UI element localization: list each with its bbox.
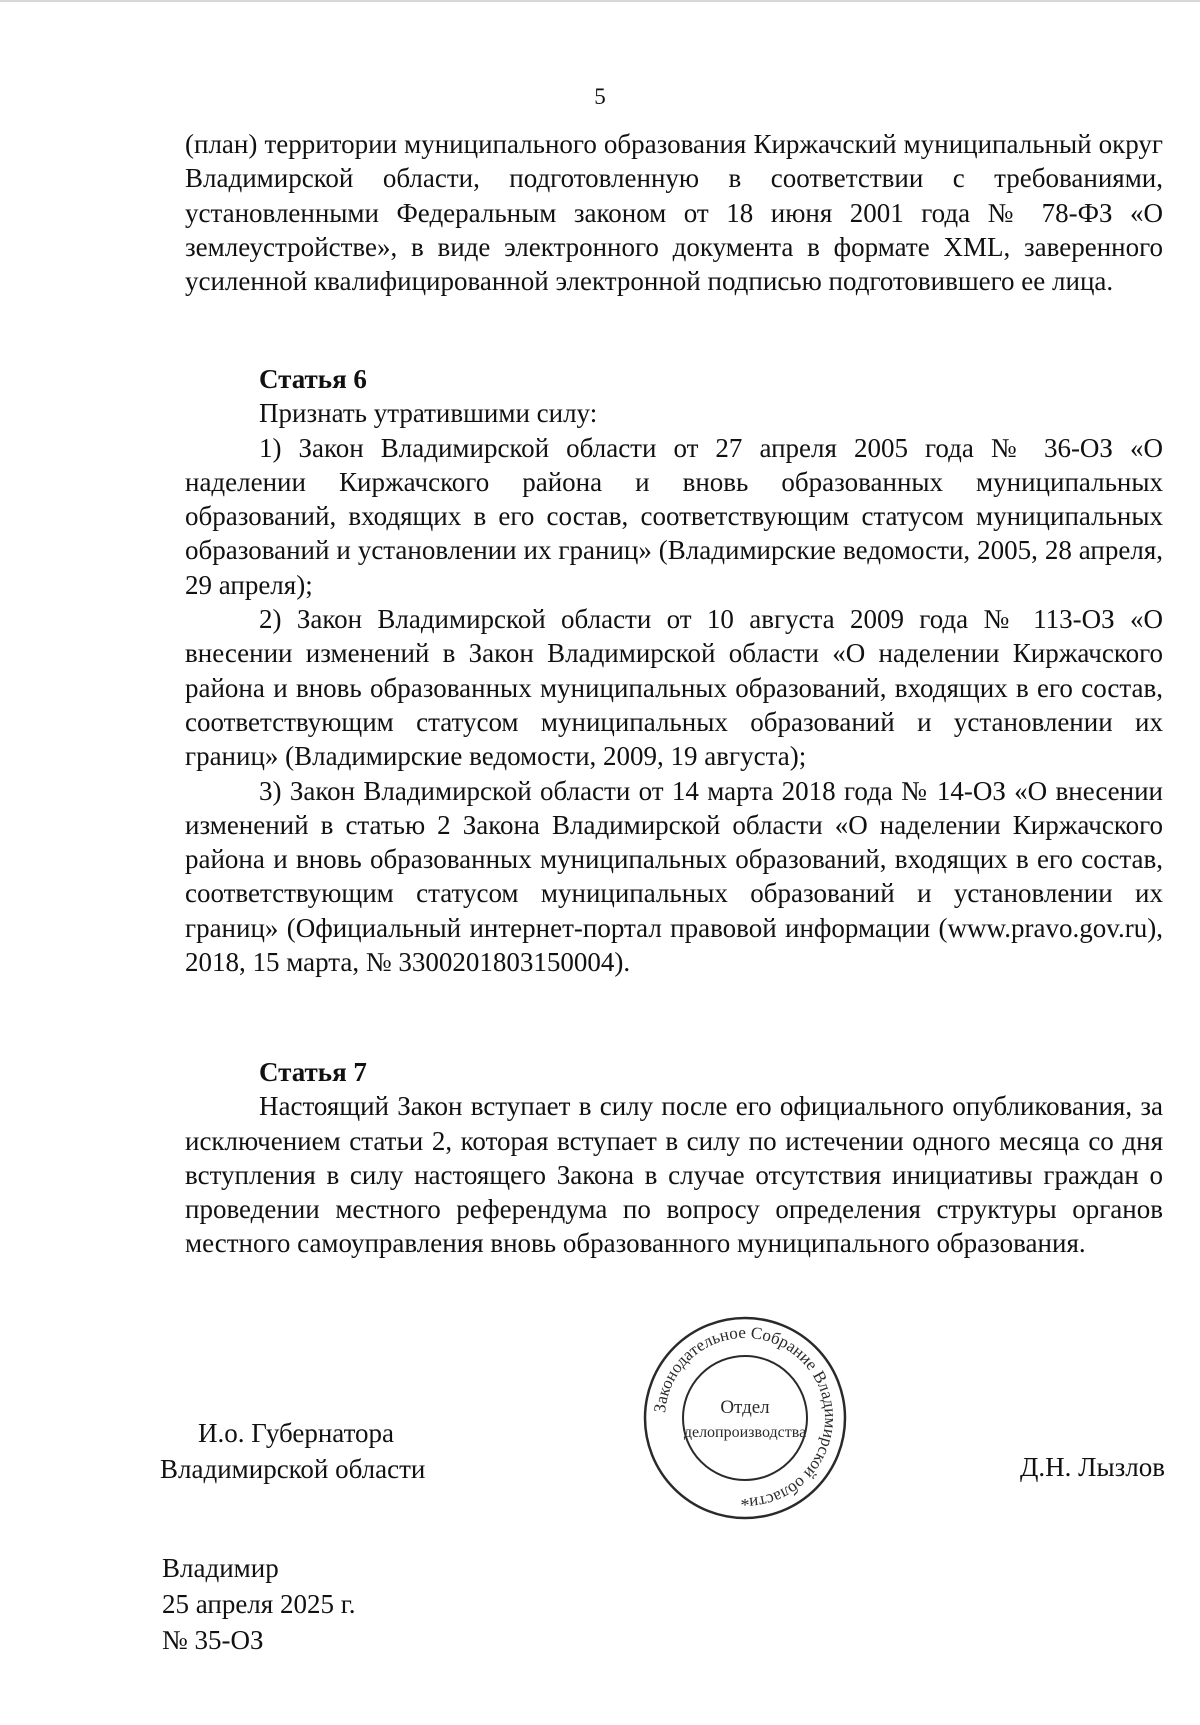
scan-top-edge xyxy=(0,0,1200,2)
paragraph-text: (план) территории муниципального образования Киржачский муниципальный округ Владимирской области, подготовленную в соответствии с требованиями, установленными Федеральным законом от 18 июня 2001 года № 78-ФЗ «О землеустройстве», в виде электронного документа в формате XML, заверенного усиленной квалифицированной электронной подписью подготовившего ее лица. xyxy=(185,129,1163,297)
signatory-name: Д.Н. Лызлов xyxy=(1019,1452,1165,1482)
signatory-title-line2: Владимирской области xyxy=(160,1454,426,1484)
page-number: 5 xyxy=(594,84,606,109)
stamp-star: * xyxy=(740,1495,750,1515)
article-6-item-2: 2) Закон Владимирской области от 10 августа 2009 года № 113-ОЗ «О внесении изменений в Закон Владимирской области «О наделении Киржачского района и вновь образованных муниципальных образований, входящих в его состав, соответствующим статусом муниципальных образований и установлении их границ» (Владимирские ведомости, 2009, 19 августа); xyxy=(185,604,1163,772)
stamp-center-line1: Отдел xyxy=(720,1397,770,1418)
paragraph-continued xyxy=(185,127,1163,298)
document-footer xyxy=(162,1550,355,1658)
stamp-inner-ring xyxy=(683,1356,807,1480)
stamp-outer-ring xyxy=(645,1318,845,1518)
footer-city: Владимир xyxy=(162,1553,279,1583)
signatory-title-line1: И.о. Губернатора xyxy=(198,1418,395,1448)
article-7-text: Настоящий Закон вступает в силу после его официального опубликования, за исключением статьи 2, которая вступает в силу по истечении одного месяца со дня вступления в силу настоящего Закона в случае отсутствия инициативы граждан о проведении местного референдума по вопросу определения структуры органов местного самоуправления вновь образованного муниципального образования. xyxy=(185,1091,1163,1259)
article-7-heading: Статья 7 xyxy=(259,1057,367,1087)
article-7-section xyxy=(185,1055,1163,1261)
footer-date: 25 апреля 2025 г. xyxy=(162,1589,356,1619)
stamp-graphic xyxy=(640,1313,850,1523)
article-6-item-3: 3) Закон Владимирской области от 14 марта 2018 года № 14-ОЗ «О внесении изменений в статью 2 Закона Владимирской области «О наделении Киржачского района и вновь образованных муниципальных образований, входящих в его состав, соответствующим статусом муниципальных образований и установлении их границ» (Официальный интернет-портал правовой информации (www.pravo.gov.ru), 2018, 15 марта, № 3300201803150004). xyxy=(185,775,1163,978)
signatory-title xyxy=(160,1415,425,1487)
article-6-section xyxy=(185,362,1163,979)
stamp-center-line2: делопроизводства xyxy=(683,1424,807,1441)
stamp-ring-text: Законодательное Собрание Владимирской области xyxy=(650,1322,841,1513)
article-6-item-1: 1) Закон Владимирской области от 27 апреля 2005 года № 36-ОЗ «О наделении Киржачского района и вновь образованных муниципальных образований, входящих в его состав, соответствующим статусом муниципальных образований и установлении их границ» (Владимирские ведомости, 2005, 28 апреля, 29 апреля); xyxy=(185,432,1163,600)
article-6-heading: Статья 6 xyxy=(259,364,367,394)
footer-number: № 35-ОЗ xyxy=(162,1625,264,1655)
article-6-intro: Признать утратившими силу: xyxy=(259,398,598,429)
office-stamp xyxy=(640,1313,850,1523)
